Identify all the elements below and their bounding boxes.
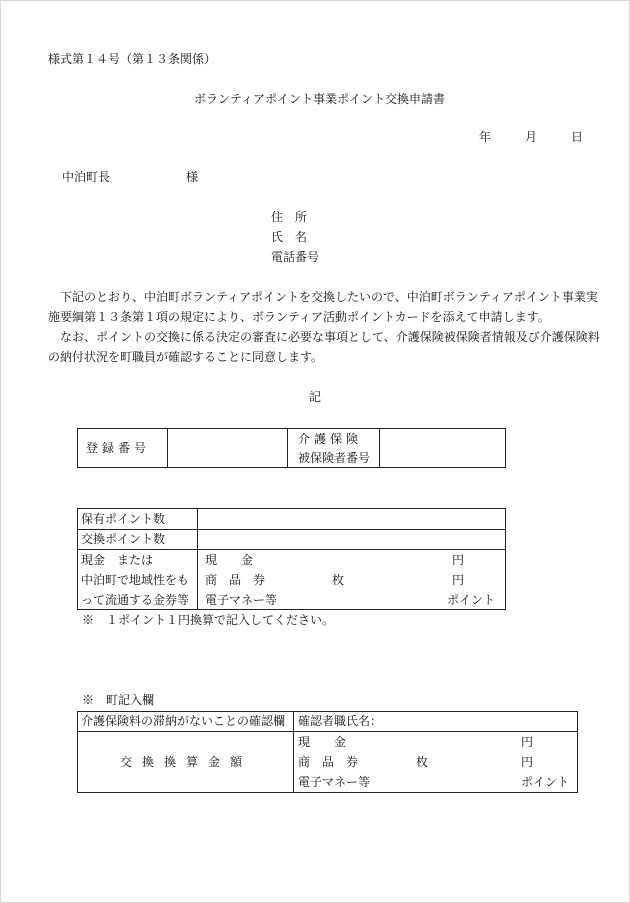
method-label-line3: って流通する金券等 — [81, 593, 190, 607]
office-voucher-sheets-unit: 枚 — [416, 755, 429, 769]
date-day: 日 — [571, 130, 584, 144]
conversion-note: ※ １ポイント１円換算で記入してください。 — [82, 613, 335, 627]
office-cash-label: 現 金 — [298, 735, 347, 749]
date-year: 年 — [479, 130, 492, 144]
honorific: 様 — [186, 170, 199, 184]
insured-label-line2: 被保険者番号 — [298, 451, 371, 465]
cash-unit: 円 — [452, 553, 465, 567]
confirm-label: 介護保険料の滞納がないことの確認欄 — [81, 714, 286, 728]
para1-line1: 下記のとおり、中泊町ボランティアポイントを交換したいので、中泊町ボランティアポイント事業実 — [60, 290, 598, 304]
office-cash-unit: 円 — [521, 735, 534, 749]
held-points-label: 保有ポイント数 — [81, 512, 166, 526]
office-emoney-label: 電子マネー等 — [298, 775, 371, 789]
ki-label: 記 — [309, 390, 322, 404]
date-month: 月 — [525, 130, 538, 144]
method-label-line1: 現金 または — [81, 553, 154, 567]
office-emoney-unit: ポイント — [521, 775, 570, 789]
phone-label: 電話番号 — [271, 250, 320, 264]
form-number: 様式第１４号（第１３条関係） — [48, 52, 217, 66]
method-label-line2: 中泊町で地域性をも — [81, 573, 190, 587]
para2-line1: なお、ポイントの交換に係る決定の審査に必要な事項として、介護保険被保険者情報及び介護保険料 — [60, 330, 600, 344]
voucher-unit: 円 — [452, 573, 465, 587]
addressee: 中泊町長 — [62, 170, 111, 184]
office-voucher-unit: 円 — [521, 755, 534, 769]
emoney-unit: ポイント — [447, 593, 496, 607]
office-section-heading: ※ 町記入欄 — [82, 693, 155, 707]
name-label: 氏 名 — [271, 230, 308, 244]
office-voucher-label: 商 品 券 — [298, 755, 359, 769]
voucher-sheets-unit: 枚 — [332, 573, 345, 587]
cash-label: 現 金 — [205, 553, 254, 567]
insured-label-line1: 介護保険 — [298, 432, 363, 446]
emoney-label: 電子マネー等 — [205, 593, 278, 607]
reg-number-label: 登録番号 — [86, 441, 151, 455]
para2-line2: の納付状況を町職員が確認することに同意します。 — [48, 350, 324, 364]
document-title: ボランティアポイント事業ポイント交換申請書 — [194, 92, 446, 106]
voucher-label: 商 品 券 — [205, 573, 266, 587]
para1-line2: 施要綱第１３条第１項の規定により、ボランティア活動ポイントカードを添えて申請します。 — [48, 310, 550, 324]
exchange-amount-label: 交換換算金額 — [120, 755, 253, 769]
staff-name-label: 確認者職氏名： — [298, 714, 383, 728]
exchange-points-label: 交換ポイント数 — [81, 532, 166, 546]
address-label: 住 所 — [271, 210, 308, 224]
